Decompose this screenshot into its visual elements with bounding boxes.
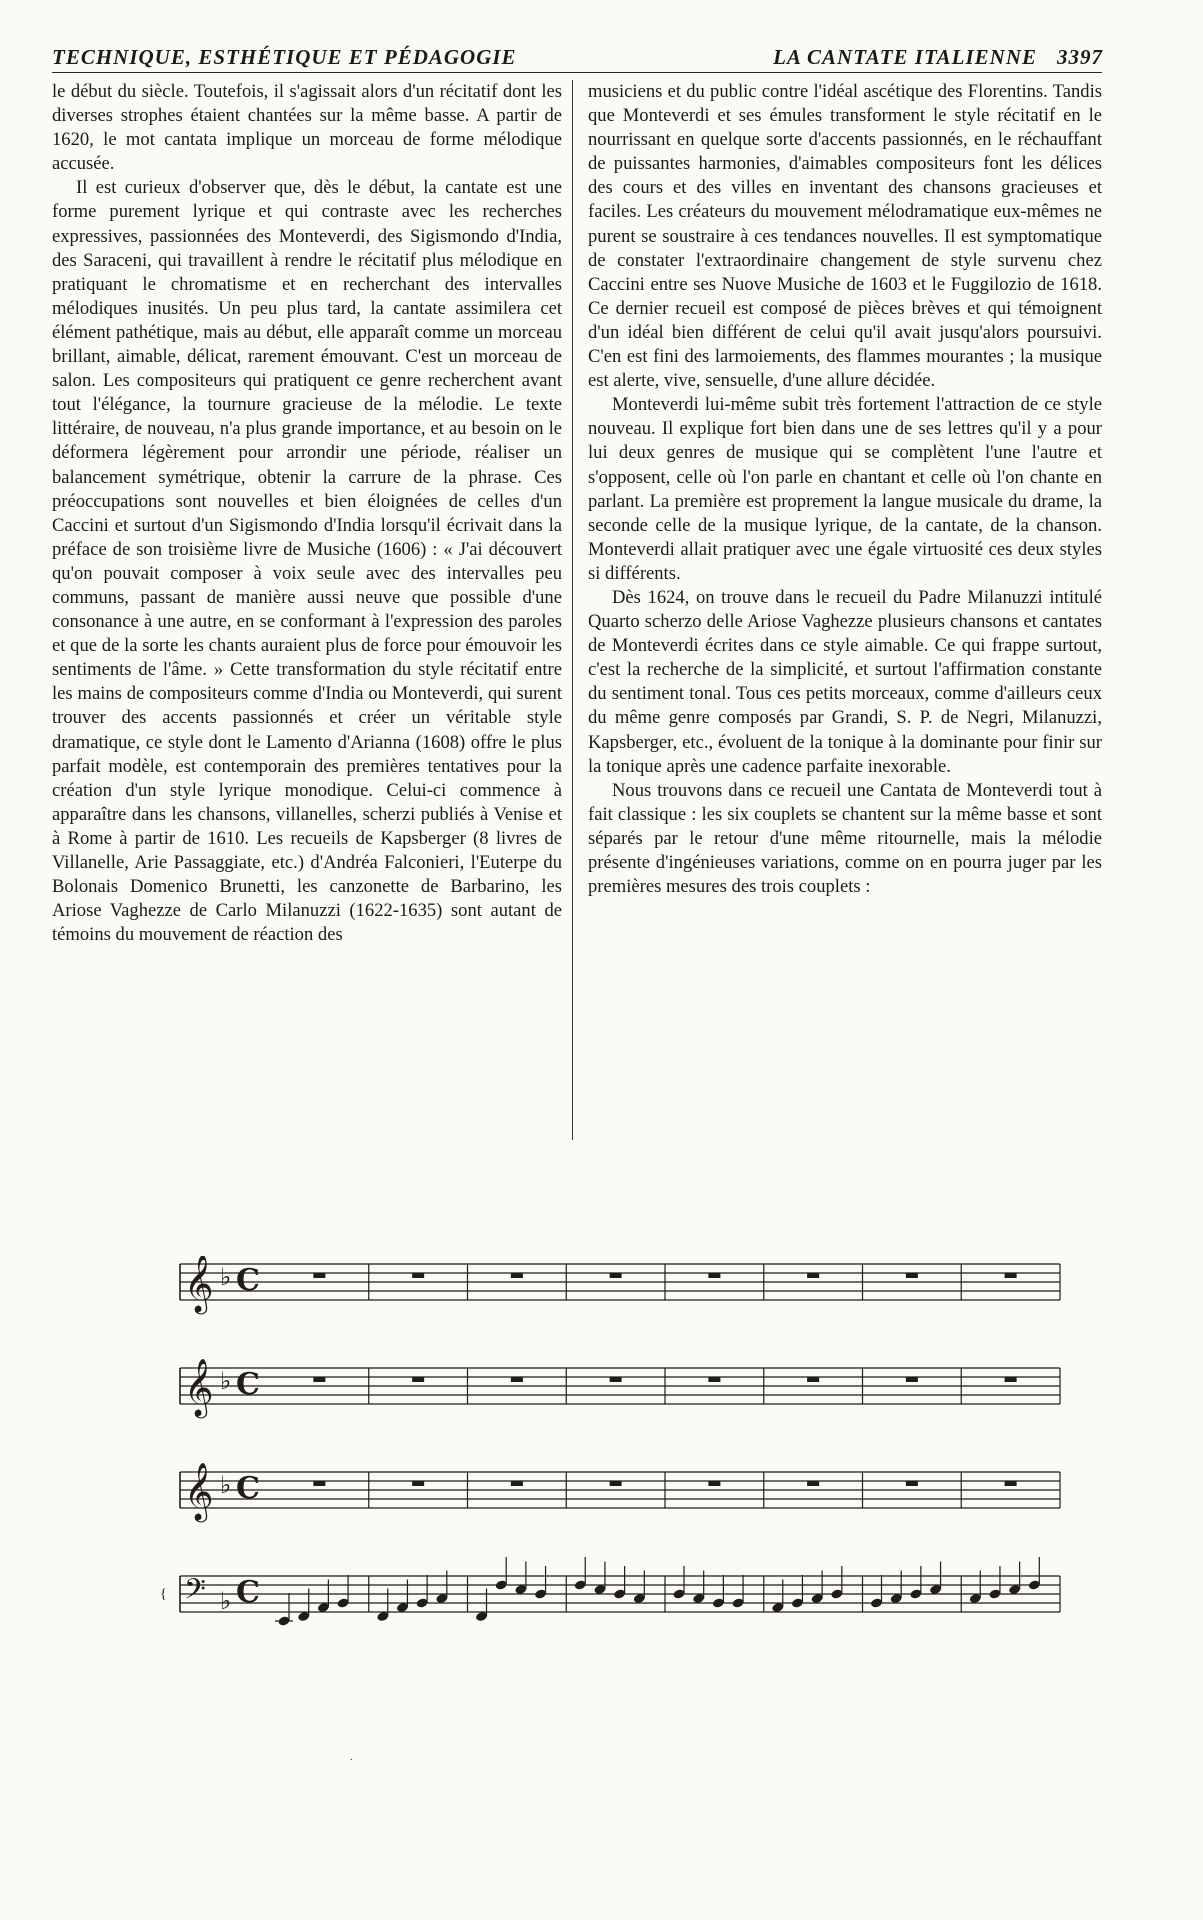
- time-signature: C: [236, 1575, 260, 1610]
- flat-icon: ♭: [220, 1367, 232, 1395]
- whole-rest: [708, 1273, 720, 1278]
- right-column: [588, 80, 1102, 899]
- printer-mark: .: [350, 1752, 353, 1763]
- flat-icon: ♭: [220, 1263, 232, 1291]
- whole-rest: [511, 1273, 523, 1278]
- whole-rest: [610, 1481, 622, 1486]
- time-signature: C: [236, 1263, 260, 1298]
- paragraph: Dès 1624, on trouve dans le recueil du Padre Milanuzzi intitulé Quarto scherzo delle Ariose Vaghezze plusieurs chansons et cantates de Monteverdi écrites dans ce style aimable. Ce qui frappe surtout, c'est la recherche de la simplicité, et surtout l'affirmation constante du sentiment tonal. Tous ces petits morceaux, comme d'ailleurs ceux du même genre composés par Grandi, S. P. de Negri, Milanuzzi, Kapsberger, etc., évoluent de la tonique à la dominante pour finir sur la tonique après une cadence parfaite inexorable.: [588, 586, 1102, 777]
- header-rule: [52, 72, 1102, 73]
- brace-mark: {: [160, 1587, 167, 1602]
- paragraph: Il est curieux d'observer que, dès le début, la cantate est une forme purement lyrique et qui contraste avec les recherches expressives, passionnées des Monteverdi, des Sigismondo d'India, des Saraceni, qui travaillent à rendre le récitatif plus mélodique en pratiquant le chromatisme et en recherchant des intervalles mélodiques inusités. Un peu plus tard, la cantate assimilera cet élément pathétique, mais au début, elle apparaît comme un morceau brillant, aimable, délicat, rarement émouvant. C'est un morceau de salon. Les compositeurs qui pratiquent ce genre recherchent avant tout l'élégance, la tournure gracieuse de la mélodie. Le texte littéraire, de nouveau, n'a plus grande importance, et au besoin on le déformera légèrement pour arrondir une période, réaliser un balancement symétrique, obtenir la carrure de la phrase. Ces préoccupations sont nouvelles et bien éloignées de celles d'un Caccini et surtout d'un Sigismondo d'India lorsqu'il écrivait dans la préface de son troisième livre de Musiche (1606) : « J'ai découvert qu'on pouvait composer à voix seule avec des intervalles peu communs, passant de manière aussi neuve que possible d'une consonance à une autre, en se conformant à l'expression des paroles et que de la sorte les chants auraient plus de force pour émouvoir les sentiments de l'âme. » Cette transformation du style récitatif entre les mains de compositeurs comme d'India ou Monteverdi, qui surent trouver des accents passionnés et créer un véritable style dramatique, ce style dont le Lamento d'Arianna (1608) offre le plus parfait modèle, est contemporain des premières tentatives pour la création d'un style lyrique monodique. Celui-ci commence à apparaître dans les chansons, villanelles, scherzi publiés à Venise et à Rome à partir de 1610. Les recueils de Kapsberger (8 livres de Villanelle, Arie Passaggiate, etc.) d'Andréa Falconieri, l'Euterpe du Bolonais Domenico Brunetti, les canzonette de Barbarino, les Ariose Vaghezze de Carlo Milanuzzi (1622-1635) sont autant de témoins du mouvement de réaction des: [52, 177, 562, 946]
- whole-rest: [313, 1273, 325, 1278]
- time-signature: C: [236, 1471, 260, 1506]
- whole-rest: [1005, 1273, 1017, 1278]
- bass-clef-icon: 𝄢: [184, 1573, 206, 1613]
- whole-rest: [1005, 1377, 1017, 1382]
- paragraph: Monteverdi lui-même subit très fortement l'attraction de ce style nouveau. Il explique fort bien dans une de ses lettres qu'il y a pour lui deux genres de musique qui se complètent l'une l'autre et s'opposent, celle où l'on parle en chantant et celle où l'on chante en parlant. La première est proprement la langue musicale du drame, la seconde celle de la musique lyrique, de la cantate, de la chanson. Monteverdi allait pratiquer avec une égale virtuosité ces deux styles si différents.: [588, 394, 1102, 584]
- whole-rest: [511, 1377, 523, 1382]
- paragraph: musiciens et du public contre l'idéal ascétique des Florentins. Tandis que Monteverdi et ses émules transforment le style récitatif en le nourrissant en quelque sorte d'accents passionnés, en le réchauffant de puissantes harmonies, d'aimables compositeurs font les délices des cours et des villes en inventant des chansons gracieuses et faciles. Les créateurs du mouvement mélodramatique eux-mêmes ne purent se soustraire à ces tendances nouvelles. Il est symptomatique de constater l'extraordinaire changement de style survenu chez Caccini entre ses Nuove Musiche de 1603 et le Fuggilozio de 1618. Ce dernier recueil est composé de pièces brèves et qui témoignent d'un idéal bien différent de celui qu'il avait jusqu'alors poursuivi. C'en est fini des larmoiements, des flammes mourantes ; la musique est alerte, vive, sensuelle, d'une allure décidée.: [588, 81, 1102, 392]
- flat-icon: ♭: [220, 1587, 232, 1615]
- whole-rest: [313, 1481, 325, 1486]
- flat-icon: ♭: [220, 1471, 232, 1499]
- whole-rest: [807, 1377, 819, 1382]
- whole-rest: [1005, 1481, 1017, 1486]
- whole-rest: [708, 1481, 720, 1486]
- music-score: [160, 1256, 1070, 1686]
- whole-rest: [412, 1377, 424, 1382]
- whole-rest: [708, 1377, 720, 1382]
- running-header: [52, 36, 1103, 70]
- paragraph: Nous trouvons dans ce recueil une Cantata de Monteverdi tout à fait classique : les six couplets se chantent sur la même basse et sont séparés par le retour d'une même ritournelle, mais la mélodie présente d'ingénieuses variations, comme on en pourra juger par les premières mesures des trois couplets :: [588, 779, 1102, 898]
- time-signature: C: [236, 1367, 260, 1402]
- left-column: [52, 80, 562, 947]
- treble-clef-icon: 𝄞: [184, 1462, 214, 1520]
- treble-clef-icon: 𝄞: [184, 1358, 214, 1416]
- whole-rest: [412, 1273, 424, 1278]
- column-divider: [572, 80, 573, 1140]
- header-right: [773, 45, 1103, 70]
- whole-rest: [412, 1481, 424, 1486]
- whole-rest: [610, 1377, 622, 1382]
- treble-clef-icon: 𝄞: [184, 1256, 214, 1312]
- page-number: 3397: [1057, 45, 1103, 69]
- paragraph: le début du siècle. Toutefois, il s'agissait alors d'un récitatif dont les diverses strophes étaient chantées sur la même basse. A partir de 1620, le mot cantata implique un morceau de forme mélodique accusée.: [52, 81, 562, 175]
- whole-rest: [511, 1481, 523, 1486]
- whole-rest: [807, 1273, 819, 1278]
- header-section-title: TECHNIQUE, ESTHÉTIQUE ET PÉDAGOGIE: [52, 45, 517, 69]
- whole-rest: [906, 1273, 918, 1278]
- whole-rest: [807, 1481, 819, 1486]
- whole-rest: [313, 1377, 325, 1382]
- whole-rest: [906, 1377, 918, 1382]
- whole-rest: [610, 1273, 622, 1278]
- header-article-title: LA CANTATE ITALIENNE: [773, 45, 1037, 69]
- whole-rest: [906, 1481, 918, 1486]
